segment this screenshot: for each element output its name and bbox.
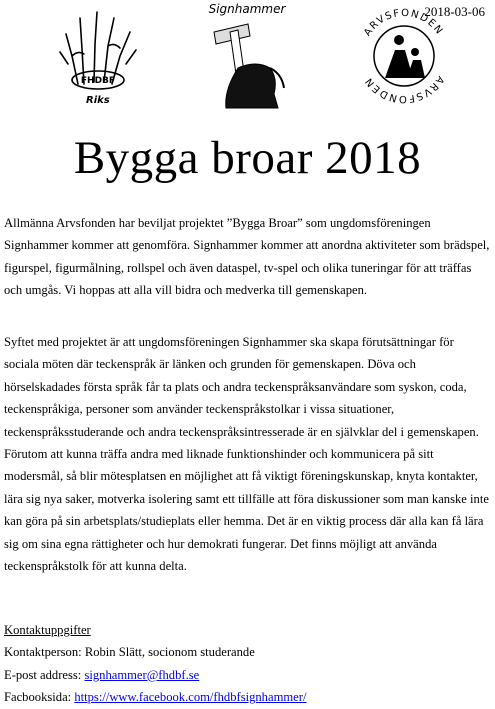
arvsfonden-logo-icon — [357, 6, 451, 106]
page-title: Bygga broar 2018 — [73, 132, 422, 184]
contact-section — [4, 619, 306, 709]
contact-person-row — [4, 641, 306, 663]
contact-person-label: Kontaktperson: — [4, 645, 82, 660]
document-date: 2018-03-06 — [424, 4, 485, 19]
contact-email-label: E-post address: — [4, 667, 82, 682]
signhammer-hammer-logo-icon — [186, 2, 306, 110]
contact-facebook-row — [4, 686, 306, 708]
signhammer-logo-caption: Signhammer — [208, 2, 286, 16]
contact-email-link[interactable]: signhammer@fhdbf.se — [84, 667, 200, 682]
contact-facebook-label: Facbooksida: — [4, 690, 72, 705]
paragraph-purpose: Syftet med projektet är att ungdomsföreningen Signhammer ska skapa förutsättningar för sociala möten där teckenspråk är länken och grunden för gemenskapen. Döva och hörselskadades första språk får ta plats och andra teckenspråksanvändare som syskon, coda, teckenspråkiga, personer som använder teckenspråkstolkar i vissa situationer, teckenspråksstuderande och andra teckenspråksintresserade är en självklar del i gemenskapen. Förutom att kunna träffa andra med liknade funktionshinder och kommunicera på sitt modersmål, så blir mötesplatsen en möjlighet att få viktigt föreningskunskap, knyta kontakter, lära sig nya saker, motverka isolering samt ett tillfälle att föra diskussioner som man kanske inte kan göra på sin arbetsplats/studieplats eller hemma. Det är en viktig process där alla kan få lära sig om sina egna rättigheter och hur demokrati fungerar. Det finns möjligt att använda teckenspråkstolk för att kunna delta. — [4, 335, 489, 574]
arvsfonden-ring-text-2: ARVSFONDEN — [362, 73, 446, 105]
paragraph-intro: Allmänna Arvsfonden har beviljat projektet ”Bygga Broar” som ungdomsföreningen Signhammer kommer att genomföra. Signhammer kommer att anordna aktiviteter som brädspel, figurspel, figurmålning, rollspel och även dataspel, tv-spel och olika tuneringar för att träffas och umgås. Vi hoppas att alla vill bidra och medverka till gemenskapen. — [4, 216, 490, 298]
contact-facebook-link[interactable]: https://www.facebook.com/fhdbfsignhammer/ — [74, 690, 307, 705]
fhdbf-riks-caption: Riks — [86, 95, 110, 106]
svg-text:ARVSFONDEN — [363, 74, 446, 104]
contact-person-value: Robin Slätt, socionom studerande — [84, 645, 255, 660]
contact-heading: Kontaktuppgifter — [4, 623, 91, 637]
arvsfonden-ring-text-1: ARVSFONDEN — [362, 7, 446, 39]
fhdbf-logo-text: FHDBF — [80, 76, 116, 86]
contact-email-row — [4, 664, 306, 686]
